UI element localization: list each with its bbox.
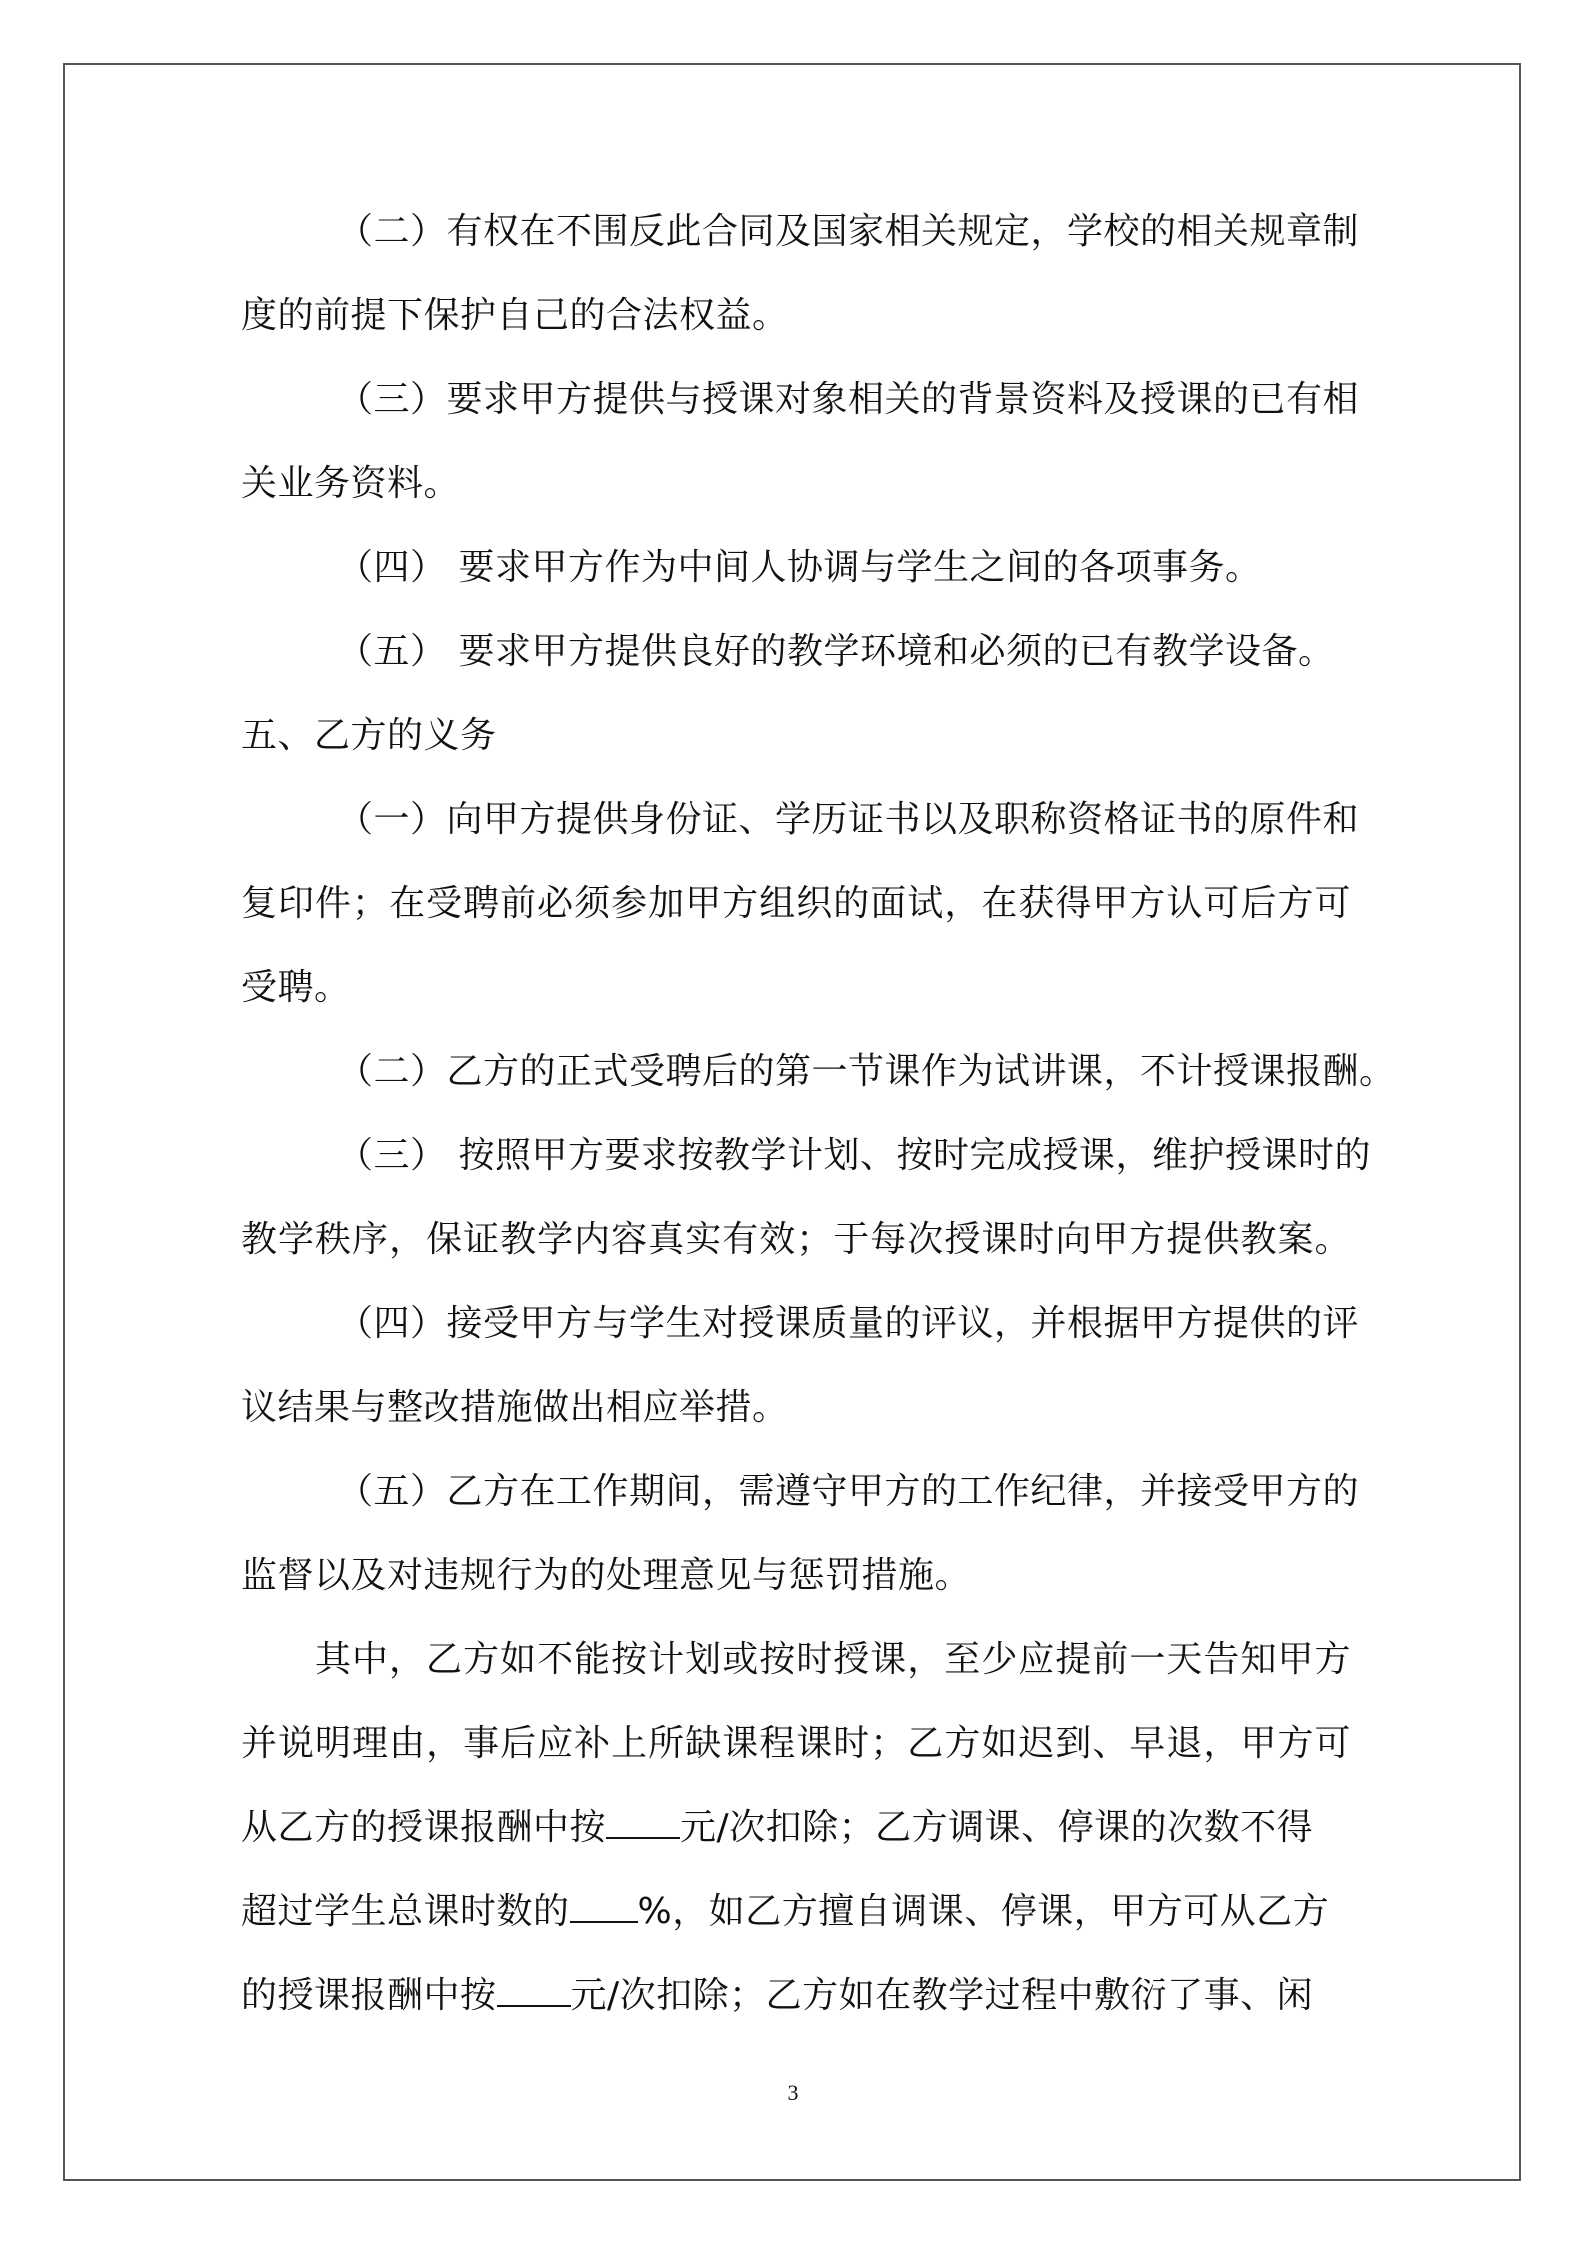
paragraph-line: （五）乙方在工作期间，需遵守甲方的工作纪律，并接受甲方的 bbox=[337, 1471, 1360, 1512]
paragraph-line-with-blank bbox=[241, 1954, 1351, 2038]
text-segment: 元/次扣除；乙方调课、停课的次数不得 bbox=[680, 1807, 1314, 1848]
paragraph-line: 度的前提下保护自己的合法权益。 bbox=[241, 295, 789, 336]
paragraph-line: 其中，乙方如不能按计划或按时授课，至少应提前一天告知甲方 bbox=[315, 1639, 1351, 1680]
paragraph-line: 受聘。 bbox=[241, 967, 351, 1008]
paragraph-line: 复印件；在受聘前必须参加甲方组织的面试，在获得甲方认可后方可 bbox=[241, 883, 1351, 924]
text-segment: 从乙方的授课报酬中按 bbox=[241, 1807, 607, 1848]
paragraph-line-with-blank bbox=[241, 1786, 1351, 1870]
paragraph-line: 关业务资料。 bbox=[241, 463, 461, 504]
paragraph-line: 监督以及对违规行为的处理意见与惩罚措施。 bbox=[241, 1555, 972, 1596]
paragraph-line: （四）接受甲方与学生对授课质量的评议，并根据甲方提供的评 bbox=[337, 1303, 1360, 1344]
paragraph-line: （三）要求甲方提供与授课对象相关的背景资料及授课的已有相 bbox=[337, 379, 1360, 420]
section-heading: 五、乙方的义务 bbox=[241, 715, 497, 756]
fill-in-blank bbox=[497, 1975, 571, 2007]
paragraph-line: 教学秩序，保证教学内容真实有效；于每次授课时向甲方提供教案。 bbox=[241, 1219, 1351, 1260]
document-body bbox=[241, 190, 1396, 2038]
paragraph-line: （四） 要求甲方作为中间人协调与学生之间的各项事务。 bbox=[337, 547, 1262, 588]
paragraph-line: （三） 按照甲方要求按教学计划、按时完成授课，维护授课时的 bbox=[337, 1135, 1371, 1176]
paragraph-line-with-blank bbox=[241, 1870, 1351, 1954]
paragraph-line: （二）乙方的正式受聘后的第一节课作为试讲课，不计授课报酬。 bbox=[337, 1051, 1396, 1092]
paragraph-line: 并说明理由，事后应补上所缺课程课时；乙方如迟到、早退，甲方可 bbox=[241, 1723, 1351, 1764]
paragraph-line: （五） 要求甲方提供良好的教学环境和必须的已有教学设备。 bbox=[337, 631, 1335, 672]
page-number: 3 bbox=[787, 2080, 799, 2105]
paragraph-line: 议结果与整改措施做出相应举措。 bbox=[241, 1387, 789, 1428]
fill-in-blank bbox=[606, 1807, 680, 1839]
text-segment: %，如乙方擅自调课、停课，甲方可从乙方 bbox=[637, 1891, 1330, 1932]
text-segment: 元/次扣除；乙方如在教学过程中敷衍了事、闲 bbox=[570, 1975, 1314, 2016]
text-segment: 超过学生总课时数的 bbox=[241, 1891, 570, 1932]
fill-in-blank bbox=[570, 1891, 638, 1923]
paragraph-line: （二）有权在不围反此合同及国家相关规定，学校的相关规章制 bbox=[337, 211, 1360, 252]
paragraph-line: （一）向甲方提供身份证、学历证书以及职称资格证书的原件和 bbox=[337, 799, 1360, 840]
text-segment: 的授课报酬中按 bbox=[241, 1975, 497, 2016]
